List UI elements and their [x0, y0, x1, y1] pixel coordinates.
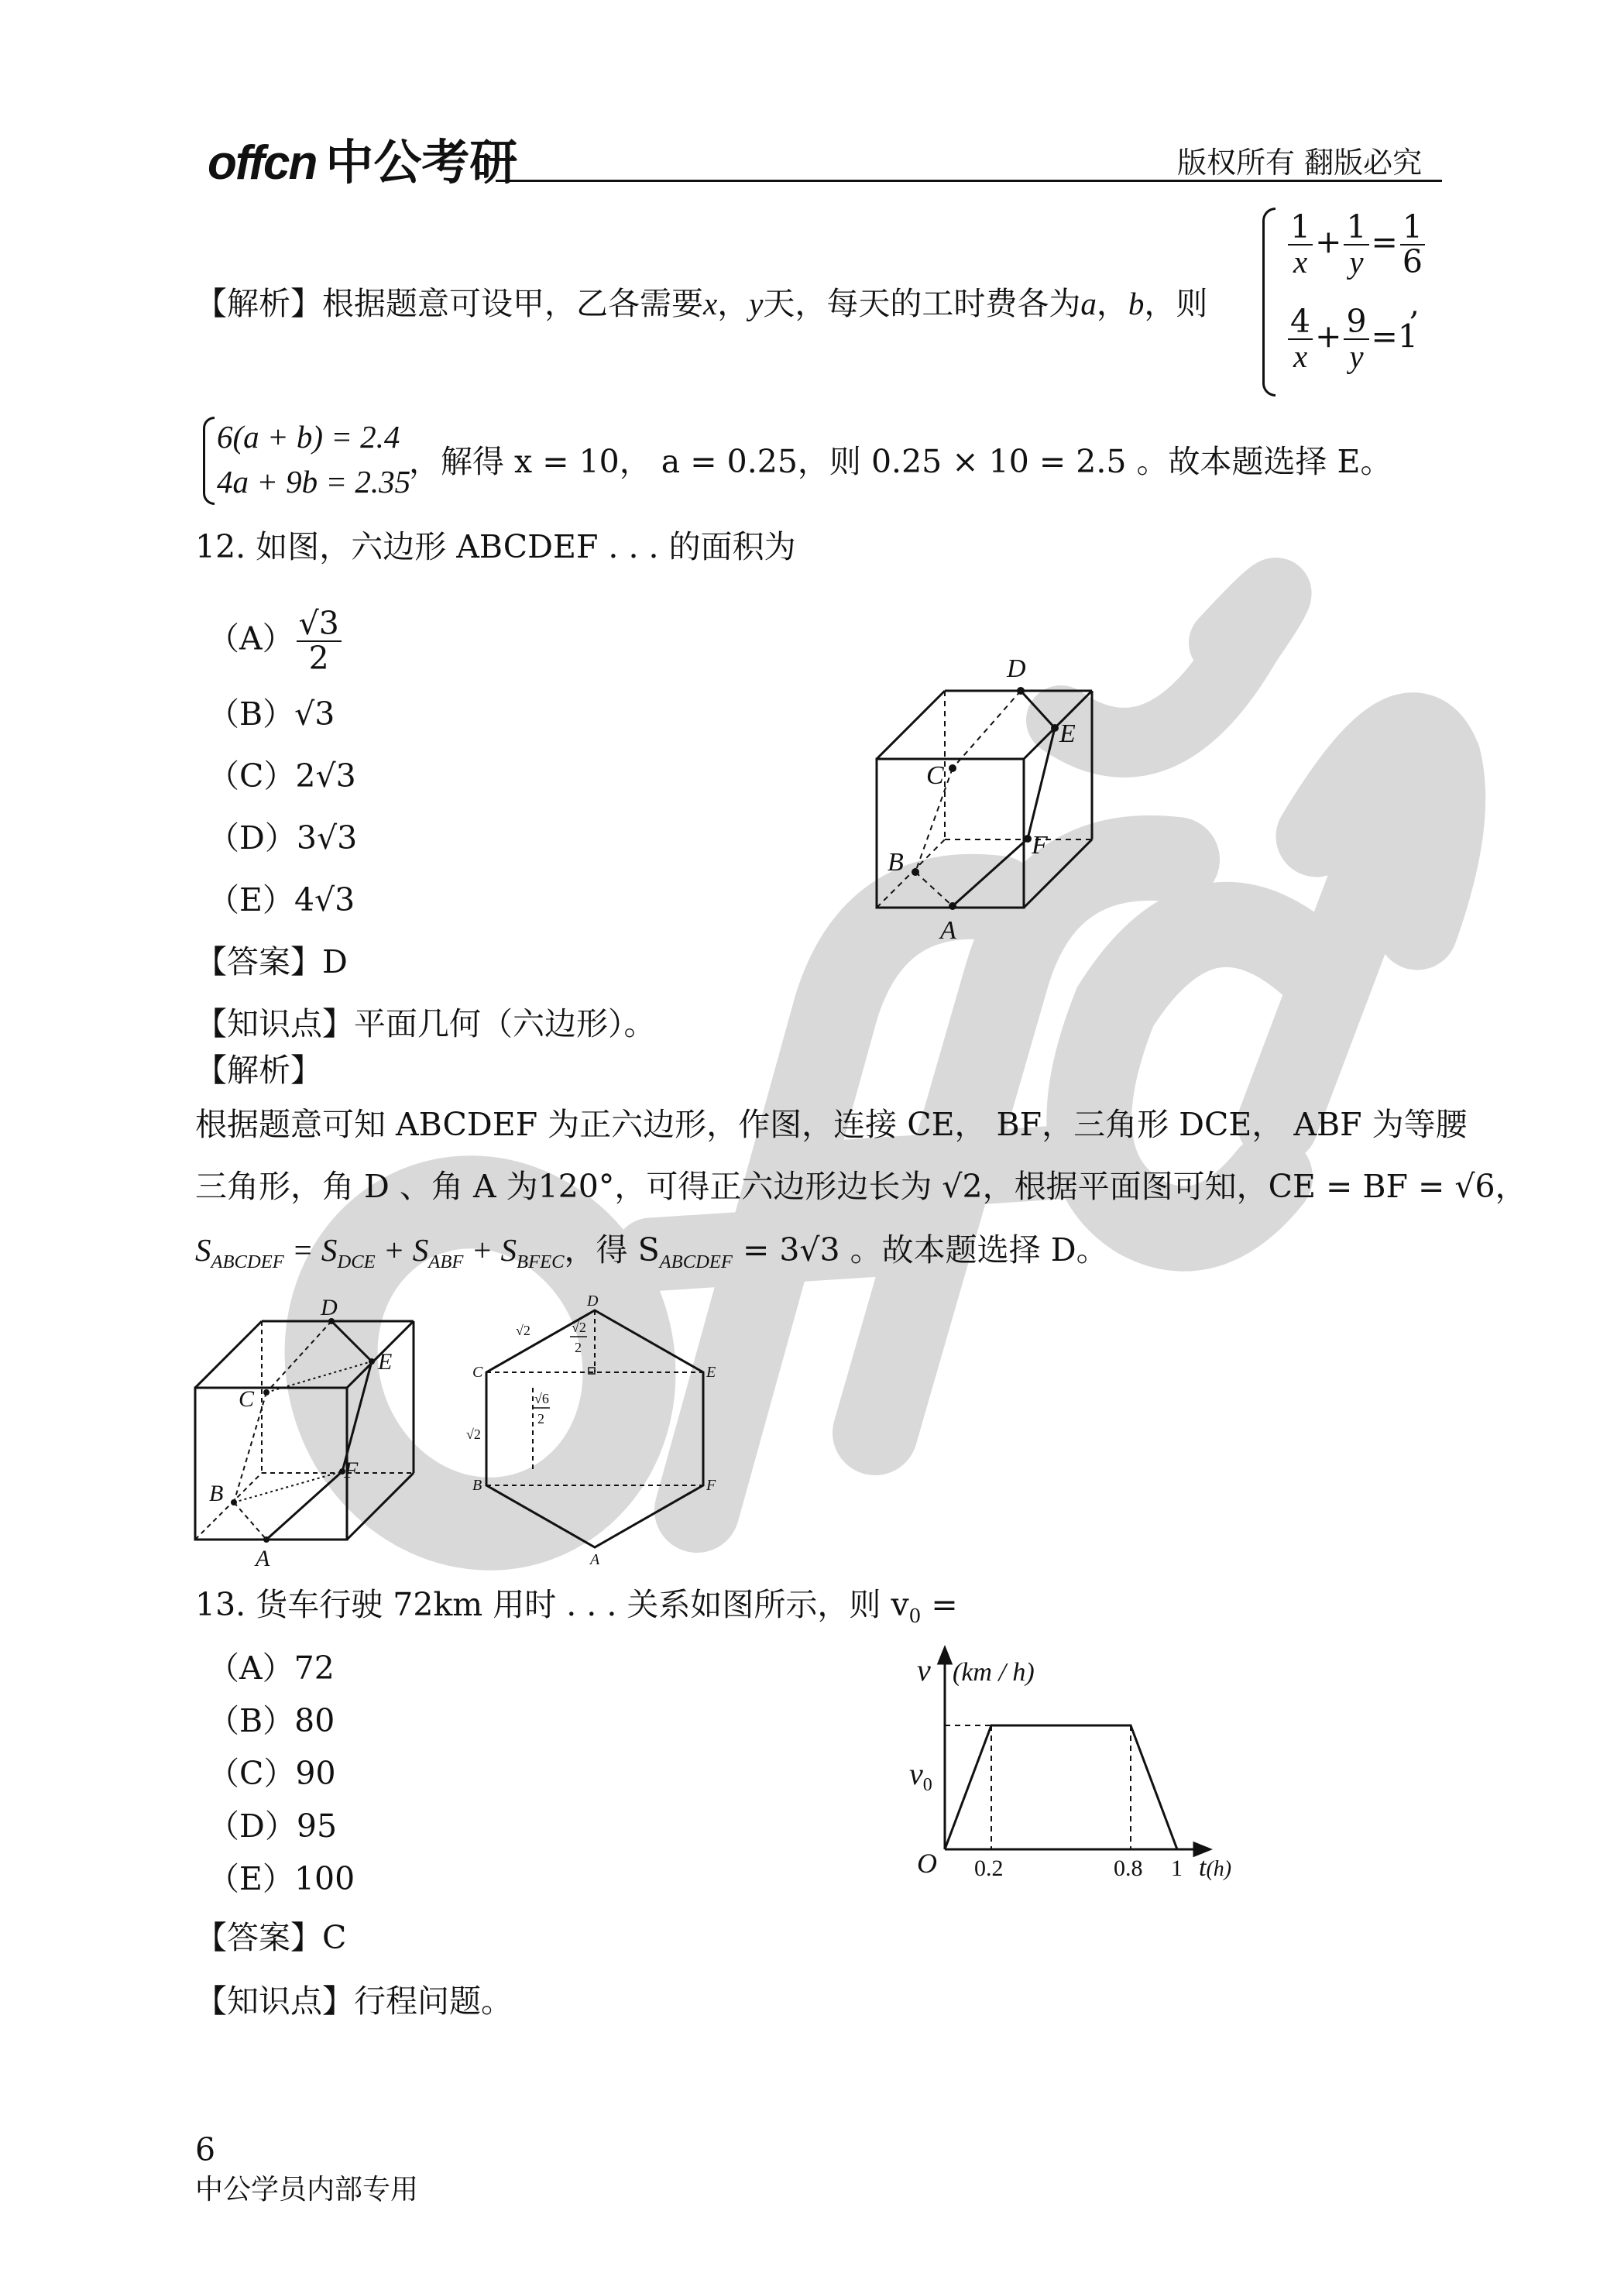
q12-analysis-line1: 根据题意可知 ABCDEF 为正六边形，作图，连接 CE， BF，三角形 DCE， ABF 为等腰	[195, 1106, 1468, 1143]
svg-text:√2: √2	[572, 1320, 586, 1335]
hex-label-sqrt2-top: √2	[516, 1323, 530, 1338]
q12-stem: 12. 如图，六边形 ABCDEF . . . 的面积为	[195, 528, 796, 565]
q13-option-d: （D）95	[208, 1808, 338, 1845]
q13-option-c: （C）90	[208, 1755, 336, 1792]
svg-text:√6: √6	[534, 1391, 549, 1406]
velocity-time-chart	[891, 1640, 1293, 1904]
q11-analysis-line1: 【解析】根据题意可设甲，乙各需要x，y天，每天的工时费各为a，b，则	[195, 285, 1208, 322]
copyright-notice: 版权所有 翻版必究	[1177, 146, 1423, 180]
q13-answer: 【答案】C	[195, 1919, 347, 1956]
system2-eq1: 6(a + b) = 2.4	[217, 419, 400, 455]
v0-label: $v_0$	[909, 1756, 932, 1795]
label-B: B	[888, 848, 904, 877]
svg-text:A: A	[256, 1546, 270, 1571]
system2-eq2: 4a + 9b = 2.35	[217, 464, 411, 500]
svg-text:C: C	[472, 1364, 483, 1381]
x-tick-label-2: 1	[1171, 1856, 1183, 1881]
then-text: 则	[1176, 285, 1208, 322]
var-b: b	[1128, 286, 1145, 321]
svg-text:D: D	[321, 1295, 338, 1320]
y-axis-arrow	[939, 1648, 951, 1663]
x-tick-label-0: 0.2	[974, 1856, 1004, 1881]
y-axis-unit: (km / h)	[953, 1658, 1035, 1687]
q13-knowledge: 【知识点】行程问题。	[195, 1983, 513, 2020]
q12-answer: 【答案】D	[195, 943, 348, 980]
svg-text:B: B	[209, 1481, 224, 1506]
analysis-text: 根据题意可设甲，乙各需要	[322, 285, 703, 322]
q12-knowledge: 【知识点】平面几何（六边形）。	[195, 1005, 656, 1042]
hex-label-sqrt2-side: √2	[466, 1426, 481, 1442]
svg-text:F: F	[344, 1457, 359, 1483]
svg-text:2: 2	[575, 1340, 582, 1355]
origin-label: O	[917, 1848, 937, 1879]
y-axis-label: v	[917, 1653, 931, 1687]
footer-note: 中公学员内部专用	[195, 2174, 419, 2206]
q12-cube-figure	[852, 651, 1146, 953]
label-A: A	[940, 916, 956, 945]
q12-solution-figure	[192, 1295, 734, 1574]
system2-brace	[203, 417, 215, 505]
svg-text:2: 2	[537, 1411, 544, 1426]
q11-solve-text: ，解得 x = 10， a = 0.25，则 0.25 × 10 = 2.5 。故本题选择 E。	[409, 443, 1392, 480]
label-E: E	[1059, 719, 1076, 748]
q13-option-a: （A）72	[208, 1650, 335, 1687]
x-axis-label: t(h)	[1199, 1853, 1232, 1882]
logo-en: offcn	[208, 136, 317, 190]
label-C: C	[926, 761, 944, 790]
svg-text:A: A	[590, 1551, 600, 1568]
series-line	[945, 1725, 1177, 1849]
var-a: a	[1080, 286, 1097, 321]
q13-stem: 13. 货车行驶 72km 用时 . . . 关系如图所示，则 $v_0$ =	[195, 1586, 958, 1628]
label-D: D	[1007, 654, 1026, 683]
q13-option-b: （B）80	[208, 1702, 335, 1739]
q12-analysis-tag: 【解析】	[195, 1052, 322, 1089]
var-x: x	[703, 286, 718, 321]
system1-comma: ,	[1409, 285, 1420, 322]
q12-option-b: （B）√3	[208, 695, 335, 733]
system1-eq2: $\frac{4}{x}$ + $\frac{9}{y}$ =1	[1286, 305, 1418, 373]
svg-text:C: C	[239, 1386, 255, 1412]
svg-text:F: F	[706, 1477, 716, 1494]
svg-text:B: B	[472, 1477, 482, 1494]
day-text: 天，每天的工时费各为	[763, 285, 1081, 322]
analysis-tag: 【解析】	[195, 285, 322, 322]
svg-text:E: E	[378, 1349, 393, 1375]
label-F: F	[1032, 831, 1048, 860]
page-number: 6	[195, 2131, 216, 2168]
q12-option-e: （E）4√3	[208, 881, 355, 918]
system1-brace	[1262, 208, 1276, 397]
svg-text:D: D	[587, 1295, 599, 1310]
q12-analysis-line2: 三角形，角 D 、角 A 为120°，可得正六边形边长为 √2，根据平面图可知，CE = BF = √6，	[195, 1168, 1527, 1205]
svg-text:E: E	[706, 1364, 716, 1381]
logo-cn: 中公考研	[325, 136, 518, 190]
q12-option-c: （C）2√3	[208, 757, 356, 795]
var-y: y	[749, 286, 764, 321]
q13-option-e: （E）100	[208, 1860, 355, 1897]
system1-eq1: $\frac{1}{x}$ + $\frac{1}{y}$ = $\frac{1}{6}$	[1286, 211, 1427, 279]
brand-logo	[208, 124, 517, 193]
x-tick-label-1: 0.8	[1114, 1856, 1143, 1881]
q12-analysis-line3: $S_{ABCDEF} = S_{DCE} + S_{ABF} + S_{BFEC}$，得 $S_{ABCDEF} = 3√3$ 。故本题选择 D。	[195, 1231, 1108, 1273]
q12-option-d: （D）3√3	[208, 819, 358, 857]
q12-option-a: （A） $\frac{√3}{2}$	[208, 607, 344, 675]
